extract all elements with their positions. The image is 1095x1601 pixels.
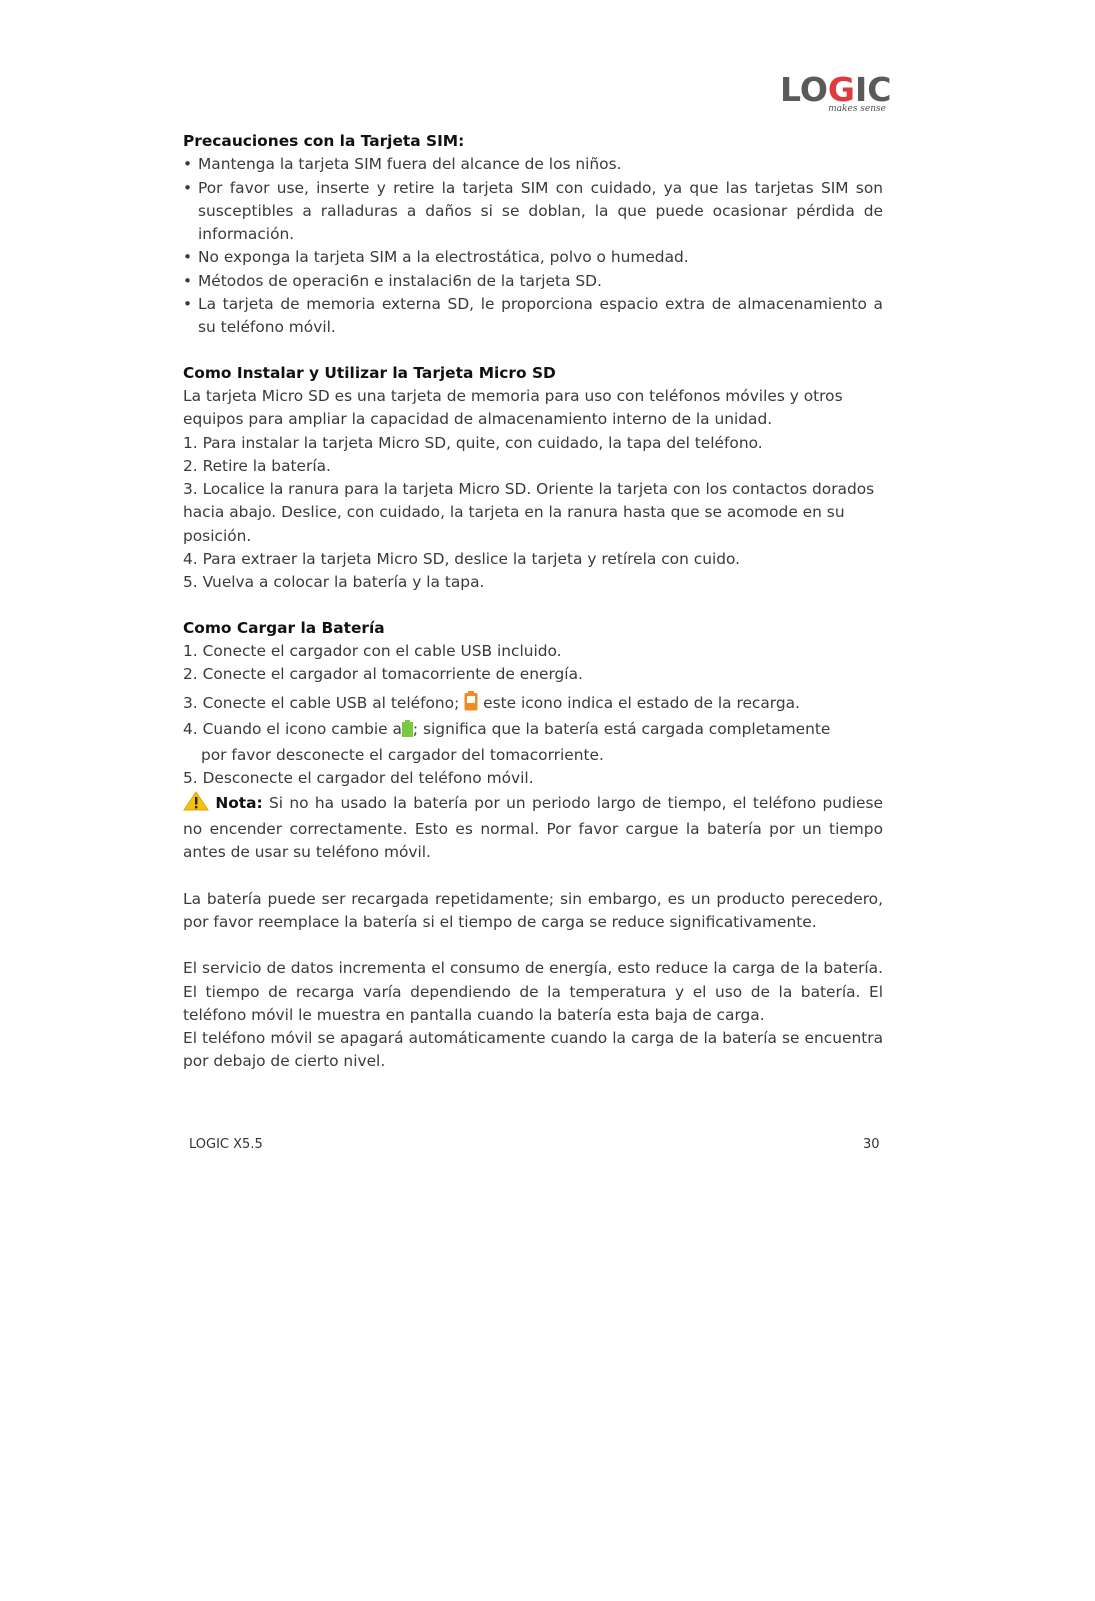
list-item: • Por favor use, inserte y retire la tarjeta SIM con cuidado, ya que las tarjetas SIM son susceptibles a ralladuras a daños si se doblan, la que puede ocasionar pérdida de información.	[183, 178, 883, 244]
battery-step: 1. Conecte el cargador con el cable USB incluido.	[183, 641, 562, 660]
battery-paragraph: El teléfono móvil se apagará automáticamente cuando la carga de la batería se encuentra por debajo de cierto nivel.	[183, 1029, 883, 1071]
sim-bullet-list	[183, 153, 883, 339]
list-item: • Métodos de operaci6n e instalaci6n de la tarjeta SD.	[183, 270, 883, 293]
battery-step: 2. Conecte el cargador al tomacorriente de energía.	[183, 665, 583, 684]
microsd-step: 3. Localice la ranura para la tarjeta Micro SD. Oriente la tarjeta con los contactos dorados hacia abajo. Deslice, con cuidado, la tarjeta en la ranura hasta que se acomode en su posición.	[183, 480, 875, 545]
sim-section-title: Precauciones con la Tarjeta SIM:	[183, 132, 465, 150]
bullet-icon: •	[183, 248, 193, 267]
bullet-icon: •	[183, 178, 193, 197]
battery-step-continuation: por favor desconecte el cargador del tomacorriente.	[201, 746, 604, 765]
bullet-icon: •	[183, 295, 193, 314]
list-item: • No exponga la tarjeta SIM a la electrostática, polvo o humedad.	[183, 246, 883, 269]
battery-step: 5. Desconecte el cargador del teléfono móvil.	[183, 769, 534, 788]
list-item: • La tarjeta de memoria externa SD, le proporciona espacio extra de almacenamiento a su teléfono móvil.	[183, 295, 883, 337]
logo-wordmark: LOGIC	[780, 70, 892, 109]
microsd-step: 1. Para instalar la tarjeta Micro SD, quite, con cuidado, la tapa del teléfono.	[183, 433, 763, 452]
spacer	[183, 595, 883, 617]
battery-paragraph: La batería puede ser recargada repetidamente; sin embargo, es un producto perecedero, por favor reemplace la batería si el tiempo de carga se reduce significativamente.	[183, 889, 883, 931]
battery-note: Nota: Si no ha usado la batería por un periodo largo de tiempo, el teléfono pudiese no encender correctamente. Esto es normal. Por favor cargue la batería por un tiempo antes de usar su teléfono móvil.	[183, 791, 883, 865]
page-content	[183, 130, 883, 1074]
logic-logo	[780, 71, 890, 119]
spacer	[183, 934, 883, 957]
microsd-step: 5. Vuelva a colocar la batería y la tapa.	[183, 573, 485, 592]
warning-icon	[183, 791, 209, 818]
logo-tagline: makes sense	[828, 104, 886, 114]
battery-paragraph: El servicio de datos incrementa el consumo de energía, esto reduce la carga de la batería. El tiempo de recarga varía dependiendo de la temperatura y el uso de la batería. El teléfono móvil le muestra en pantalla cuando la batería esta baja de carga.	[183, 959, 883, 1024]
microsd-intro: La tarjeta Micro SD es una tarjeta de memoria para uso con teléfonos móviles y otros equipos para ampliar la capacidad de almacenamiento interno de la unidad.	[183, 386, 843, 429]
battery-full-icon	[402, 720, 413, 744]
page-number: 30	[863, 1137, 880, 1152]
list-item: • Mantenga la tarjeta SIM fuera del alcance de los niños.	[183, 153, 883, 176]
battery-charging-icon	[464, 691, 478, 718]
footer-model: LOGIC X5.5	[189, 1137, 263, 1152]
bullet-icon: •	[183, 271, 193, 290]
battery-step: 3. Conecte el cable USB al teléfono; este icono indica el estado de la recarga.	[183, 691, 883, 718]
spacer	[183, 340, 883, 362]
microsd-step: 2. Retire la batería.	[183, 456, 331, 475]
spacer	[183, 865, 883, 888]
note-label: Nota:	[215, 793, 263, 812]
bullet-icon: •	[183, 155, 193, 174]
battery-step: 4. Cuando el icono cambie a ; significa que la batería está cargada completamente	[183, 718, 883, 744]
battery-section-title: Como Cargar la Batería	[183, 618, 385, 637]
microsd-step: 4. Para extraer la tarjeta Micro SD, deslice la tarjeta y retírela con cuido.	[183, 550, 741, 569]
microsd-section-title: Como Instalar y Utilizar la Tarjeta Micro SD	[183, 363, 556, 382]
